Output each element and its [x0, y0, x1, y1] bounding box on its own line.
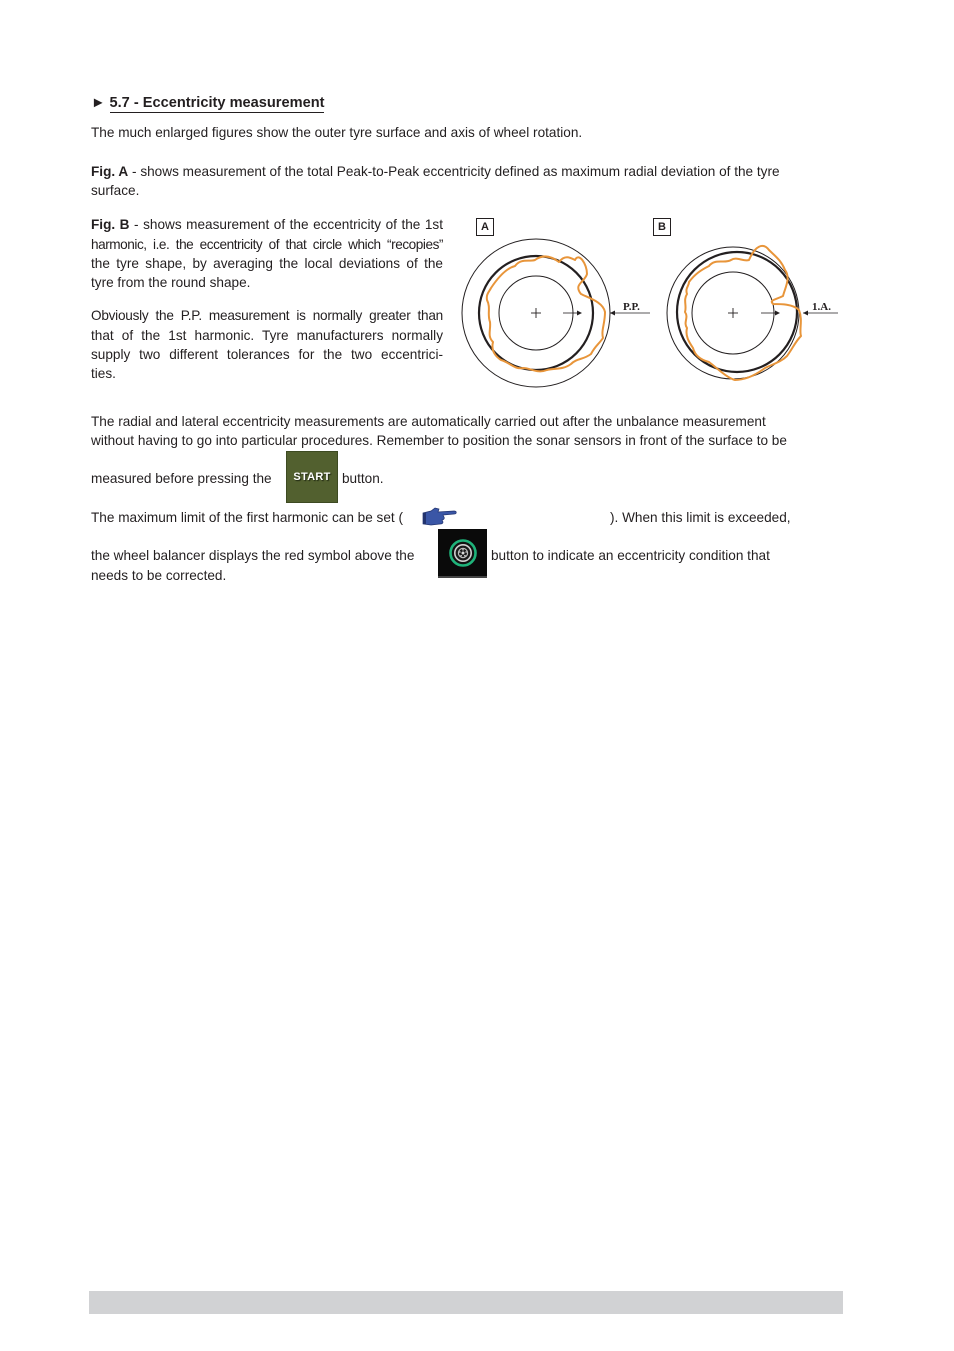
section-title: 5.7 - Eccentricity measurement [109, 95, 325, 111]
bullet-arrow-icon: ► [91, 95, 106, 111]
radial-line1: The radial and lateral eccentricity measurements are automatically carried out after the unbalance measurement [91, 414, 766, 429]
max-limit-text: The maximum limit of the first harmonic can be set ( [91, 510, 403, 525]
inner-arrowhead [775, 311, 780, 316]
fig-b-line1: Fig. B - shows measurement of the eccentricity of the 1st [91, 217, 444, 232]
1a-measure-label: 1.A. [812, 301, 831, 313]
balancer-line2: needs to be corrected. [91, 568, 227, 583]
wheel-icon [448, 538, 478, 568]
fig-b-line4: tyre from the round shape. [91, 275, 251, 290]
section-heading [91, 95, 324, 111]
fig-a-text-line2: surface. [91, 183, 140, 198]
outer-arrowhead [610, 311, 615, 316]
fig-a-paragraph [91, 162, 780, 182]
figure-b-label: B [653, 218, 671, 236]
obviously-line2: that of the 1st harmonic. Tyre manufacturers normally [91, 328, 443, 343]
obviously-line4: ties. [91, 366, 116, 381]
max-limit-after-text: ). When this limit is exceeded, [610, 510, 791, 525]
pointing-hand-icon [421, 507, 457, 527]
footer-bar [89, 1291, 843, 1314]
obviously-line3: supply two different tolerances for the two eccentrici- [91, 347, 443, 362]
fig-a-text: - shows measurement of the total Peak-to-Peak eccentricity defined as maximum radial deviation of the tyre [128, 164, 780, 179]
balancer-after-text: button to indicate an eccentricity condition that [491, 548, 770, 563]
eccentricity-button[interactable] [438, 529, 487, 578]
fig-a-label: Fig. A [91, 164, 129, 179]
start-button[interactable] [286, 451, 338, 503]
fig-b-line3: the tyre shape, by averaging the local deviations of the [91, 256, 443, 271]
figure-a-diagram [455, 238, 655, 393]
balancer-text: the wheel balancer displays the red symbol above the [91, 548, 415, 563]
figure-a-label: A [476, 218, 494, 236]
fig-b-line2: harmonic, i.e. the eccentricity of that circle which “recopies” [91, 237, 443, 252]
button-after-text: button. [342, 471, 384, 486]
tyre-deviation-curve [487, 256, 605, 371]
inner-arrowhead [577, 311, 582, 316]
outer-arrowhead [803, 311, 808, 316]
fig-b-label: Fig. B [91, 217, 130, 232]
tyre-deviation-curve [685, 246, 801, 380]
intro-paragraph: The much enlarged figures show the outer tyre surface and axis of wheel rotation. [91, 125, 583, 140]
radial-line2: without having to go into particular procedures. Remember to position the sonar sensors in front of the surface to be [91, 433, 787, 448]
measured-before-text: measured before pressing the [91, 471, 272, 486]
obviously-line1: Obviously the P.P. measurement is normally greater than [91, 308, 443, 323]
pp-measure-label: P.P. [623, 301, 640, 313]
figure-b-diagram [655, 238, 845, 393]
start-button-label: START [293, 471, 331, 483]
